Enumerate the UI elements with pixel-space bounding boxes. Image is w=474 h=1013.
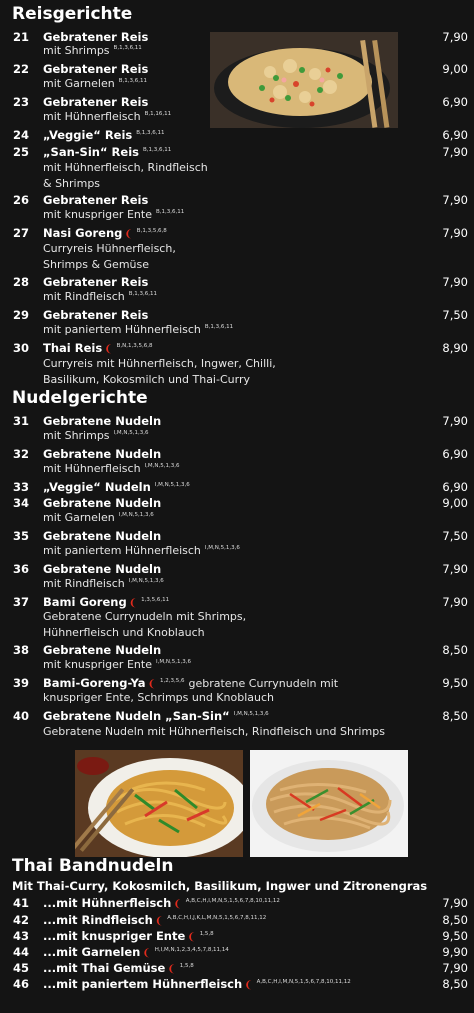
- allergen-codes: B,1,3,6,11: [204, 324, 234, 331]
- item-description: [43, 110, 171, 123]
- item-name: Gebratene Nudeln: [43, 562, 162, 576]
- item-description-text: mit paniertem Hühnerfleisch: [43, 544, 201, 557]
- item-number: 44: [13, 945, 30, 959]
- allergen-codes: I,M,N,5,1,3,6: [144, 463, 180, 470]
- item-number: 23: [13, 95, 30, 109]
- item-name-text: ...mit Rindfleisch: [43, 913, 153, 927]
- item-price: 9,90: [442, 945, 468, 959]
- item-description-text: mit Rindfleisch: [43, 290, 125, 303]
- item-description: [43, 44, 142, 57]
- item-price: 7,90: [442, 226, 468, 240]
- item-name: [43, 709, 269, 723]
- item-description-inline: gebratene Currynudeln mit: [188, 677, 339, 690]
- chili-icon: ❨: [154, 916, 164, 927]
- item-number: 40: [13, 709, 30, 723]
- item-number: 30: [13, 341, 30, 355]
- chili-icon: ❨: [147, 679, 156, 690]
- item-name-text: Gebratene Nudeln „San-Sin“: [43, 709, 230, 723]
- allergen-codes: B,1,3,6,11: [155, 209, 185, 216]
- allergen-codes: I,M,N,5,1,3,6: [204, 545, 240, 552]
- item-name-text: ...mit paniertem Hühnerfleisch: [43, 977, 243, 991]
- item-description-line: & Shrimps: [43, 177, 101, 190]
- item-description-text: mit Shrimps: [43, 44, 110, 57]
- section-title-thai: Thai Bandnudeln: [12, 856, 174, 876]
- item-price: 8,90: [442, 341, 468, 355]
- item-number: 36: [13, 562, 30, 576]
- chili-icon: ❨: [124, 229, 133, 240]
- item-name: [43, 977, 351, 991]
- item-description: [43, 544, 240, 557]
- item-name: [43, 929, 214, 943]
- allergen-codes: H,I,M,N,1,2,3,4,5,7,8,11,14: [154, 947, 229, 954]
- allergen-codes: B,1,3,6,11: [142, 147, 172, 154]
- fried-rice-photo: [210, 32, 398, 128]
- item-name: Gebratene Nudeln: [43, 529, 162, 543]
- item-name: [43, 676, 338, 690]
- item-name: [43, 128, 165, 142]
- item-description-text: mit Garnelen: [43, 511, 115, 524]
- item-name: Gebratene Nudeln: [43, 447, 162, 461]
- allergen-codes: B,1,3,6,11: [136, 130, 165, 137]
- item-name: [43, 341, 152, 355]
- allergen-codes: B,1,3,5,6,8: [136, 228, 167, 235]
- item-price: 7,90: [442, 145, 468, 159]
- item-number: 46: [13, 977, 30, 991]
- item-price: 7,50: [442, 529, 468, 543]
- item-description: [43, 290, 157, 303]
- item-name-text: Bami-Goreng-Ya: [43, 676, 146, 690]
- item-price: 9,50: [442, 929, 468, 943]
- item-price: 7,90: [442, 896, 468, 910]
- allergen-codes: B,1,3,6,11: [118, 78, 147, 85]
- item-number: 35: [13, 529, 30, 543]
- item-description-text: mit Shrimps: [43, 429, 110, 442]
- item-number: 31: [13, 414, 30, 428]
- item-name-text: Bami Goreng: [43, 595, 127, 609]
- item-price: 6,90: [442, 128, 468, 142]
- item-number: 29: [13, 308, 30, 322]
- item-price: 6,90: [442, 95, 468, 109]
- allergen-codes: B,1,3,6,11: [113, 45, 142, 52]
- item-price: 7,90: [442, 275, 468, 289]
- item-price: 7,90: [442, 30, 468, 44]
- item-name-text: ...mit knuspriger Ente: [43, 929, 186, 943]
- item-number: 32: [13, 447, 30, 461]
- allergen-codes: 1,2,3,5,6: [159, 678, 185, 685]
- item-number: 28: [13, 275, 30, 289]
- section-intro: Mit Thai-Curry, Kokosmilch, Basilikum, Ingwer und Zitronengras: [12, 879, 428, 893]
- item-price: 7,50: [442, 308, 468, 322]
- item-description: [43, 208, 184, 221]
- item-name-text: ...mit Hühnerfleisch: [43, 896, 172, 910]
- allergen-codes: A,B,C,H,I,M,N,5,1,5,6,7,8,10,11,12: [256, 979, 351, 986]
- item-number: 41: [13, 896, 30, 910]
- item-description-text: mit Rindfleisch: [43, 577, 125, 590]
- item-description-line: Basilikum, Kokosmilch und Thai-Curry: [43, 373, 250, 386]
- item-description: [43, 323, 233, 336]
- item-number: 42: [13, 913, 30, 927]
- chili-icon: ❨: [128, 598, 138, 609]
- allergen-codes: A,B,C,H,I,J,K,L,M,N,5,1,5,6,7,8,11,12: [167, 915, 267, 922]
- item-name-text: ...mit Garnelen: [43, 945, 141, 959]
- item-price: 6,90: [442, 447, 468, 461]
- thai-noodles-photo: [250, 750, 408, 857]
- allergen-codes: I,M,N,5,1,3,6: [233, 711, 269, 718]
- chili-icon: ❨: [142, 948, 151, 959]
- item-name: Gebratene Nudeln: [43, 496, 162, 510]
- item-name-text: Nasi Goreng: [43, 226, 123, 240]
- item-number: 37: [13, 595, 30, 609]
- item-price: 7,90: [442, 414, 468, 428]
- item-number: 33: [13, 480, 30, 494]
- item-name: [43, 595, 169, 609]
- item-number: 43: [13, 929, 30, 943]
- item-description-text: mit Garnelen: [43, 77, 115, 90]
- item-description-line: Gebratene Nudeln mit Hühnerfleisch, Rindfleisch und Shrimps: [43, 725, 385, 738]
- item-name-text: Thai Reis: [43, 341, 103, 355]
- item-description-text: mit knuspriger Ente: [43, 208, 152, 221]
- item-number: 26: [13, 193, 30, 207]
- item-name: Gebratener Reis: [43, 95, 149, 109]
- item-price: 7,90: [442, 562, 468, 576]
- allergen-codes: B,1,3,6,11: [128, 291, 158, 298]
- allergen-codes: I,M,N,5,1,3,6: [128, 578, 164, 585]
- item-description-line: Hühnerfleisch und Knoblauch: [43, 626, 205, 639]
- item-name: [43, 945, 229, 959]
- item-price: 8,50: [442, 643, 468, 657]
- item-number: 22: [13, 62, 30, 76]
- item-description: [43, 658, 191, 671]
- item-description: [43, 511, 154, 524]
- item-price: 8,50: [442, 913, 468, 927]
- item-name-text: „Veggie“ Nudeln: [43, 480, 151, 494]
- item-description-text: mit knuspriger Ente: [43, 658, 152, 671]
- item-name-text: ...mit Thai Gemüse: [43, 961, 166, 975]
- allergen-codes: 1,5,8: [179, 963, 194, 970]
- item-name-text: „Veggie“ Reis: [43, 128, 133, 142]
- item-description-text: mit paniertem Hühnerfleisch: [43, 323, 201, 336]
- item-description-line: mit Hühnerfleisch, Rindfleisch: [43, 161, 208, 174]
- item-number: 24: [13, 128, 30, 142]
- allergen-codes: B,1,16,11: [144, 111, 172, 118]
- item-description-line: Curryreis Hühnerfleisch,: [43, 242, 176, 255]
- item-description-text: mit Hühnerfleisch: [43, 462, 141, 475]
- chili-icon: ❨: [104, 344, 113, 355]
- allergen-codes: I,M,N,5,1,3,6: [118, 512, 154, 519]
- item-number: 21: [13, 30, 30, 44]
- item-price: 8,50: [442, 977, 468, 991]
- fried-noodles-photo: [75, 750, 243, 857]
- item-description-line: knuspriger Ente, Schrimps und Knoblauch: [43, 691, 274, 704]
- item-name: Gebratener Reis: [43, 30, 149, 44]
- item-price: 8,50: [442, 709, 468, 723]
- item-name: [43, 145, 171, 159]
- item-name: [43, 913, 266, 927]
- item-name: Gebratener Reis: [43, 275, 149, 289]
- allergen-codes: A,B,C,H,I,M,N,5,1,5,6,7,8,10,11,12: [185, 898, 280, 905]
- item-number: 27: [13, 226, 30, 240]
- item-price: 7,90: [442, 961, 468, 975]
- allergen-codes: 1,3,5,6,11: [141, 597, 170, 604]
- section-title-reis: Reisgerichte: [12, 4, 133, 24]
- item-price: 6,90: [442, 480, 468, 494]
- chili-icon: ❨: [167, 964, 176, 975]
- section-title-nudel: Nudelgerichte: [12, 388, 148, 408]
- item-name: Gebratene Nudeln: [43, 643, 162, 657]
- allergen-codes: I,M,N,5,1,3,6: [155, 659, 191, 666]
- item-name: Gebratene Nudeln: [43, 414, 162, 428]
- allergen-codes: I,M,N,5,1,3,6: [113, 430, 149, 437]
- allergen-codes: 1,5,8: [199, 931, 214, 938]
- item-description: [43, 429, 149, 442]
- chili-icon: ❨: [173, 899, 182, 910]
- item-description: [43, 462, 180, 475]
- item-price: 7,90: [442, 595, 468, 609]
- item-name: Gebratener Reis: [43, 308, 149, 322]
- item-price: 9,00: [442, 496, 468, 510]
- allergen-codes: B,N,1,3,5,6,8: [116, 343, 153, 350]
- chili-icon: ❨: [244, 980, 253, 991]
- item-name: [43, 226, 167, 240]
- item-price: 9,00: [442, 62, 468, 76]
- item-number: 45: [13, 961, 30, 975]
- item-name-text: „San-Sin“ Reis: [43, 145, 139, 159]
- allergen-codes: I,M,N,5,1,3,6: [154, 482, 190, 489]
- item-name: [43, 896, 280, 910]
- item-name: Gebratener Reis: [43, 193, 149, 207]
- item-name: [43, 480, 190, 494]
- chili-icon: ❨: [187, 932, 196, 943]
- item-description-line: Gebratene Currynudeln mit Shrimps,: [43, 610, 247, 623]
- item-price: 7,90: [442, 193, 468, 207]
- item-name: Gebratener Reis: [43, 62, 149, 76]
- item-description-text: mit Hühnerfleisch: [43, 110, 141, 123]
- item-number: 34: [13, 496, 30, 510]
- item-description: [43, 577, 164, 590]
- item-number: 38: [13, 643, 30, 657]
- item-name: [43, 961, 194, 975]
- item-description-line: Curryreis mit Hühnerfleisch, Ingwer, Chilli,: [43, 357, 276, 370]
- item-description: [43, 77, 147, 90]
- item-number: 25: [13, 145, 30, 159]
- item-description-line: Shrimps & Gemüse: [43, 258, 150, 271]
- item-number: 39: [13, 676, 30, 690]
- item-price: 9,50: [442, 676, 468, 690]
